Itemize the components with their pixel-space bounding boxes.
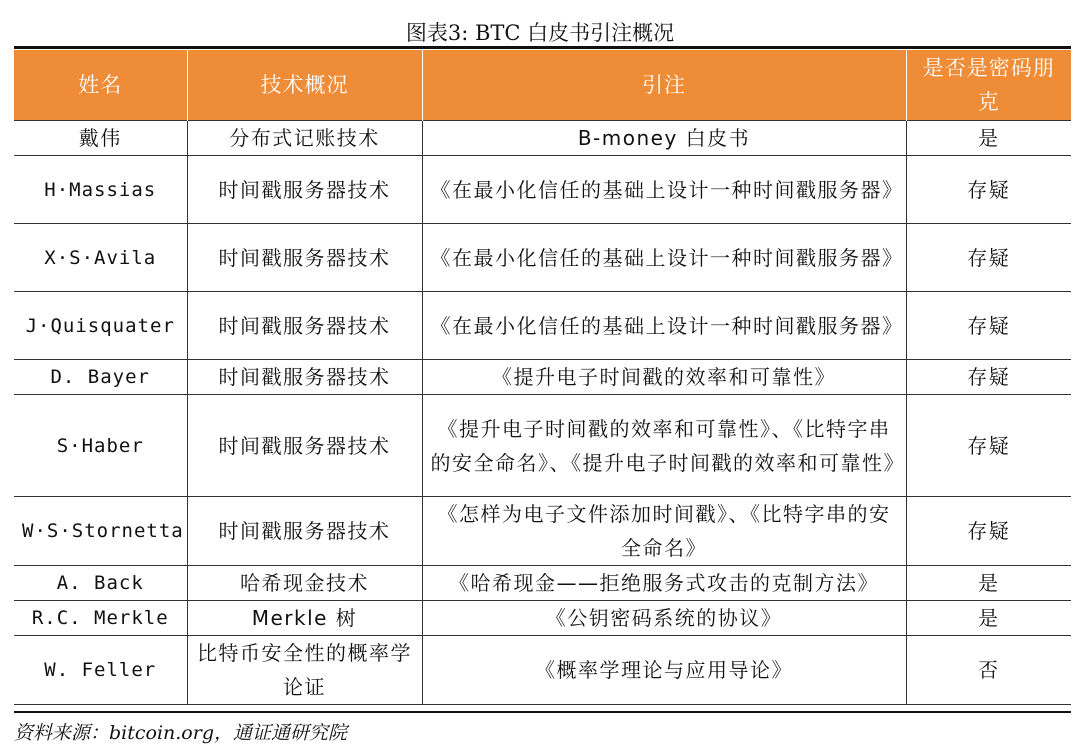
table-row [14, 156, 1071, 224]
cell-cypherpunk: 存疑 [906, 497, 1071, 566]
cell-tech: 时间戳服务器技术 [187, 360, 422, 395]
cell-cypherpunk: 存疑 [906, 156, 1071, 224]
cell-cypherpunk: 存疑 [906, 395, 1071, 497]
source-note: 资料来源：bitcoin.org，通证通研究院 [14, 722, 347, 744]
cell-citation: 《提升电子时间戳的效率和可靠性》、《比特字串的安全命名》、《提升电子时间戳的效率和可靠性》 [422, 395, 906, 497]
header-name: 姓名 [14, 50, 187, 121]
cell-tech: 时间戳服务器技术 [187, 292, 422, 360]
cell-tech: 分布式记账技术 [187, 121, 422, 156]
cell-name: D. Bayer [14, 360, 187, 395]
cell-cypherpunk: 存疑 [906, 292, 1071, 360]
table-title: 图表3: BTC 白皮书引注概况 [405, 21, 675, 45]
cell-name: W. Feller [14, 636, 187, 705]
cell-name: J·Quisquater [14, 292, 187, 360]
header-row [14, 50, 1071, 121]
top-rule [14, 46, 1071, 49]
cell-citation: B-money 白皮书 [422, 121, 906, 156]
cell-cypherpunk: 存疑 [906, 360, 1071, 395]
cell-citation: 《怎样为电子文件添加时间戳》、《比特字串的安全命名》 [422, 497, 906, 566]
table-row [14, 636, 1071, 705]
bottom-rule [14, 711, 1071, 713]
cell-name: X·S·Avila [14, 224, 187, 292]
cell-cypherpunk: 存疑 [906, 224, 1071, 292]
table-row [14, 360, 1071, 395]
cell-tech: Merkle 树 [187, 601, 422, 636]
cell-tech: 时间戳服务器技术 [187, 224, 422, 292]
table-row [14, 601, 1071, 636]
cell-tech: 时间戳服务器技术 [187, 497, 422, 566]
table-row [14, 395, 1071, 497]
table-row [14, 121, 1071, 156]
header-tech: 技术概况 [187, 50, 422, 121]
cell-name: H·Massias [14, 156, 187, 224]
cell-name: 戴伟 [14, 121, 187, 156]
header-cypherpunk: 是否是密码朋克 [906, 50, 1071, 121]
cell-citation: 《提升电子时间戳的效率和可靠性》 [422, 360, 906, 395]
cell-tech: 哈希现金技术 [187, 566, 422, 601]
cell-citation: 《公钥密码系统的协议》 [422, 601, 906, 636]
cell-cypherpunk: 是 [906, 121, 1071, 156]
cell-name: S·Haber [14, 395, 187, 497]
table-row [14, 497, 1071, 566]
cell-tech: 时间戳服务器技术 [187, 395, 422, 497]
citation-table [14, 50, 1071, 705]
cell-citation: 《在最小化信任的基础上设计一种时间戳服务器》 [422, 292, 906, 360]
cell-cypherpunk: 否 [906, 636, 1071, 705]
cell-cypherpunk: 是 [906, 566, 1071, 601]
cell-cypherpunk: 是 [906, 601, 1071, 636]
header-citation: 引注 [422, 50, 906, 121]
cell-name: A. Back [14, 566, 187, 601]
cell-citation: 《哈希现金——拒绝服务式攻击的克制方法》 [422, 566, 906, 601]
cell-citation: 《在最小化信任的基础上设计一种时间戳服务器》 [422, 156, 906, 224]
table-row [14, 292, 1071, 360]
cell-citation: 《在最小化信任的基础上设计一种时间戳服务器》 [422, 224, 906, 292]
cell-name: R.C. Merkle [14, 601, 187, 636]
table-row [14, 566, 1071, 601]
table-row [14, 224, 1071, 292]
cell-name: W·S·Stornetta [14, 497, 187, 566]
cell-citation: 《概率学理论与应用导论》 [422, 636, 906, 705]
cell-tech: 时间戳服务器技术 [187, 156, 422, 224]
cell-tech: 比特币安全性的概率学论证 [187, 636, 422, 705]
